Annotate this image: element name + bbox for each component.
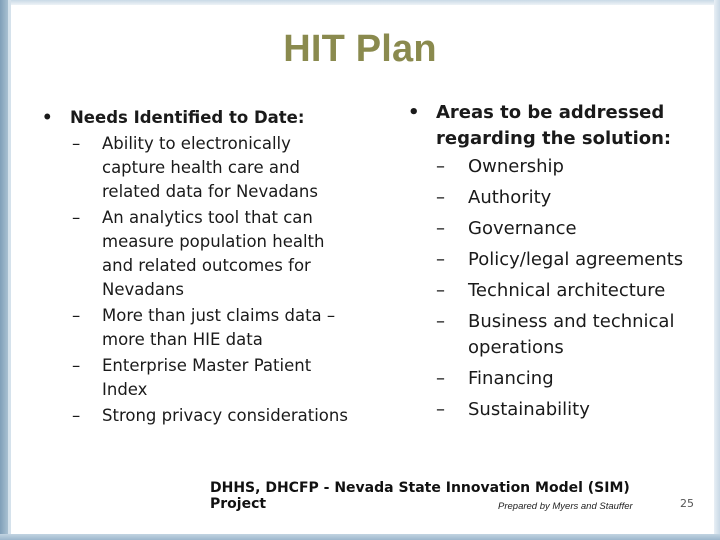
left-item-text: Enterprise Master Patient Index <box>102 356 312 399</box>
frame-left-inner-border <box>8 0 11 540</box>
right-list-item <box>400 154 700 180</box>
right-heading-row <box>400 100 700 152</box>
dash-marker: – <box>436 280 445 301</box>
left-list-item <box>26 304 356 352</box>
slide-title: HIT Plan <box>283 28 437 70</box>
right-item-text: Governance <box>468 218 577 239</box>
frame-left-border <box>0 0 8 540</box>
right-item-text: Ownership <box>468 156 564 177</box>
left-heading: Needs Identified to Date: <box>70 108 305 127</box>
dash-marker: – <box>72 134 81 153</box>
dash-marker: – <box>436 218 445 239</box>
dash-marker: – <box>436 156 445 177</box>
left-list-item <box>26 132 356 204</box>
frame-top-border <box>0 0 720 5</box>
frame-bottom-border <box>0 534 720 540</box>
dash-marker: – <box>436 368 445 389</box>
left-item-text: Ability to electronically capture health care and related data for Nevadans <box>102 134 318 201</box>
dash-marker: – <box>72 406 81 425</box>
bullet-dot: • <box>42 108 53 127</box>
right-list-item <box>400 309 700 361</box>
dash-marker: – <box>436 187 445 208</box>
right-item-text: Policy/legal agreements <box>468 249 684 270</box>
dash-marker: – <box>72 208 81 227</box>
bullet-dot: • <box>408 102 420 123</box>
right-list-item <box>400 397 700 423</box>
left-list-item <box>26 206 356 302</box>
dash-marker: – <box>436 399 445 420</box>
right-list-item <box>400 278 700 304</box>
right-list-item <box>400 247 700 273</box>
right-item-text: Business and technical operations <box>468 311 675 358</box>
frame-right-border <box>714 0 720 540</box>
right-item-text: Technical architecture <box>468 280 666 301</box>
dash-marker: – <box>436 249 445 270</box>
right-item-text: Financing <box>468 368 554 389</box>
right-list-item <box>400 185 700 211</box>
dash-marker: – <box>72 356 81 375</box>
left-heading-row <box>26 106 356 130</box>
dash-marker: – <box>72 306 81 325</box>
right-heading: Areas to be addressed regarding the solution: <box>436 102 672 149</box>
left-column <box>26 106 356 428</box>
page-number: 25 <box>680 497 694 510</box>
left-item-text: Strong privacy considerations <box>102 406 348 425</box>
right-list-item <box>400 366 700 392</box>
left-item-text: More than just claims data – more than HIE data <box>102 306 336 349</box>
right-column <box>400 100 700 423</box>
right-item-text: Sustainability <box>468 399 590 420</box>
left-list-item <box>26 354 356 402</box>
left-item-text: An analytics tool that can measure population health and related outcomes for Nevadans <box>102 208 325 299</box>
left-list-item <box>26 404 356 428</box>
prepared-by-note: Prepared by Myers and Stauffer <box>498 501 633 512</box>
slide-footer: DHHS, DHCFP - Nevada State Innovation Model (SIM) Project <box>210 480 630 512</box>
dash-marker: – <box>436 311 445 332</box>
right-item-text: Authority <box>468 187 552 208</box>
right-list-item <box>400 216 700 242</box>
